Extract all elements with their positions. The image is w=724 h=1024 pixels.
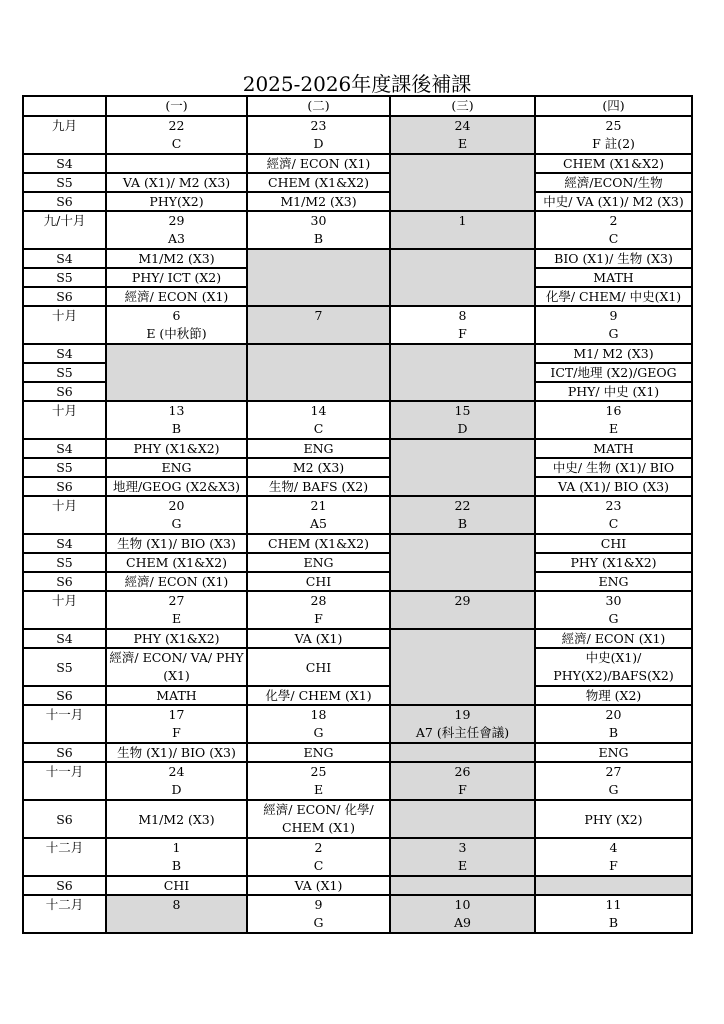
day-number: 17 <box>168 707 185 722</box>
form-row <box>23 648 692 686</box>
form-label: S4 <box>23 439 106 458</box>
cycle-day: F 註(2) <box>592 136 635 151</box>
day-number: 29 <box>168 213 185 228</box>
date-cell <box>247 705 390 743</box>
header-cell: (四) <box>535 96 692 116</box>
month-label: 十月 <box>23 306 106 344</box>
form-row <box>23 534 692 553</box>
class-cell: M1/M2 (X3) <box>106 249 247 268</box>
date-cell <box>247 895 390 933</box>
blank-cell <box>390 629 535 705</box>
cycle-day: C <box>608 516 619 531</box>
day-number: 21 <box>310 498 327 513</box>
class-cell: 經濟/ ECON (X1) <box>106 287 247 306</box>
date-cell <box>247 838 390 876</box>
day-number: 24 <box>454 118 471 133</box>
date-cell <box>247 762 390 800</box>
date-cell <box>106 591 247 629</box>
cycle-day: B <box>608 915 619 930</box>
form-row <box>23 154 692 173</box>
day-number: 18 <box>310 707 327 722</box>
day-number: 9 <box>609 308 618 323</box>
header-cell <box>23 96 106 116</box>
class-cell: CHEM (X1&X2) <box>247 534 390 553</box>
day-number: 8 <box>458 308 467 323</box>
cycle-day: G <box>608 611 619 626</box>
blank-cell <box>247 344 390 401</box>
day-number: 28 <box>310 593 327 608</box>
date-cell <box>106 401 247 439</box>
form-row <box>23 458 692 477</box>
class-cell: PHY(X2) <box>106 192 247 211</box>
blank-cell <box>390 534 535 591</box>
cycle-day: B <box>171 858 182 873</box>
day-number: 26 <box>454 764 471 779</box>
blank-cell <box>106 344 247 401</box>
class-cell: VA (X1) <box>247 876 390 895</box>
day-number: 22 <box>168 118 185 133</box>
date-cell <box>390 591 535 629</box>
cycle-day: E <box>171 611 182 626</box>
date-row <box>23 762 692 800</box>
date-row <box>23 705 692 743</box>
form-label: S6 <box>23 876 106 895</box>
date-cell <box>535 306 692 344</box>
cycle-day: F <box>609 858 618 873</box>
day-number: 27 <box>605 764 622 779</box>
header-cell: (一) <box>106 96 247 116</box>
day-number: 22 <box>454 498 471 513</box>
class-cell: ENG <box>247 553 390 572</box>
form-row <box>23 173 692 192</box>
date-cell <box>390 211 535 249</box>
cycle-day: C <box>171 136 182 151</box>
day-number: 20 <box>605 707 622 722</box>
class-cell: M1/M2 (X3) <box>247 192 390 211</box>
form-label: S6 <box>23 192 106 211</box>
class-cell: CHEM (X1&X2) <box>247 173 390 192</box>
class-cell: M1/M2 (X3) <box>106 800 247 838</box>
form-label: S6 <box>23 382 106 401</box>
class-cell: VA (X1) <box>247 629 390 648</box>
date-cell <box>106 705 247 743</box>
date-cell <box>106 838 247 876</box>
day-number: 2 <box>314 840 323 855</box>
day-number: 14 <box>310 403 327 418</box>
date-cell <box>247 116 390 154</box>
cycle-day: G <box>608 326 619 341</box>
date-cell <box>390 762 535 800</box>
cycle-day: G <box>313 915 324 930</box>
day-number: 15 <box>454 403 471 418</box>
form-row <box>23 249 692 268</box>
form-row <box>23 553 692 572</box>
day-number: 11 <box>605 897 622 912</box>
class-cell: CHEM (X1&X2) <box>106 553 247 572</box>
form-label: S6 <box>23 572 106 591</box>
date-cell <box>390 401 535 439</box>
class-cell: PHY (X1&X2) <box>106 439 247 458</box>
day-number: 10 <box>454 897 471 912</box>
date-cell <box>247 591 390 629</box>
date-cell <box>106 762 247 800</box>
form-label: S6 <box>23 800 106 838</box>
date-cell <box>247 401 390 439</box>
form-row <box>23 344 692 363</box>
class-cell: ENG <box>535 743 692 762</box>
form-label: S4 <box>23 154 106 173</box>
cycle-day: B <box>608 725 619 740</box>
cycle-day: A9 <box>454 915 471 930</box>
form-row <box>23 629 692 648</box>
month-label: 十一月 <box>23 705 106 743</box>
cycle-day: G <box>313 725 324 740</box>
day-number: 8 <box>172 897 181 912</box>
month-label: 十月 <box>23 591 106 629</box>
month-label: 九月 <box>23 116 106 154</box>
date-cell <box>390 838 535 876</box>
class-cell: 經濟/ ECON/ 化學/ CHEM (X1) <box>247 800 390 838</box>
class-cell: CHI <box>535 534 692 553</box>
date-cell <box>390 306 535 344</box>
date-cell <box>247 306 390 344</box>
day-number: 2 <box>609 213 618 228</box>
date-row <box>23 496 692 534</box>
class-cell: 經濟/ECON/生物 <box>535 173 692 192</box>
class-cell: 經濟/ ECON (X1) <box>106 572 247 591</box>
day-number: 1 <box>458 213 467 228</box>
class-cell: VA (X1)/ M2 (X3) <box>106 173 247 192</box>
class-cell: 中史/ 生物 (X1)/ BIO <box>535 458 692 477</box>
cycle-day <box>391 230 534 248</box>
month-label: 十二月 <box>23 895 106 933</box>
day-number: 23 <box>605 498 622 513</box>
date-row <box>23 838 692 876</box>
form-row <box>23 800 692 838</box>
blank-cell <box>390 876 535 895</box>
class-cell: MATH <box>535 268 692 287</box>
cycle-day: C <box>313 421 324 436</box>
class-cell: VA (X1)/ BIO (X3) <box>535 477 692 496</box>
cycle-day <box>248 325 389 343</box>
form-row <box>23 439 692 458</box>
date-cell <box>535 211 692 249</box>
class-cell: ENG <box>247 743 390 762</box>
class-cell: CHI <box>247 648 390 686</box>
month-label: 九/十月 <box>23 211 106 249</box>
cycle-day: F <box>314 611 323 626</box>
class-cell: M2 (X3) <box>247 458 390 477</box>
date-cell <box>535 496 692 534</box>
day-number: 9 <box>314 897 323 912</box>
day-number: 6 <box>172 308 181 323</box>
cycle-day: E (中秋節) <box>146 326 207 341</box>
cycle-day: F <box>172 725 181 740</box>
day-number: 30 <box>605 593 622 608</box>
date-cell <box>535 762 692 800</box>
month-label: 十月 <box>23 496 106 534</box>
date-row <box>23 116 692 154</box>
schedule-table <box>22 95 693 934</box>
date-row <box>23 306 692 344</box>
day-number: 23 <box>310 118 327 133</box>
class-cell: MATH <box>535 439 692 458</box>
date-cell <box>535 838 692 876</box>
cycle-day: F <box>458 782 467 797</box>
form-row <box>23 477 692 496</box>
date-cell <box>535 591 692 629</box>
form-label: S6 <box>23 477 106 496</box>
form-label: S5 <box>23 268 106 287</box>
class-cell: PHY (X2) <box>535 800 692 838</box>
day-number: 29 <box>454 593 471 608</box>
class-cell: BIO (X1)/ 生物 (X3) <box>535 249 692 268</box>
class-cell: 生物 (X1)/ BIO (X3) <box>106 534 247 553</box>
cycle-day: B <box>171 421 182 436</box>
cycle-day: D <box>171 782 182 797</box>
blank-cell <box>390 154 535 211</box>
class-cell: MATH <box>106 686 247 705</box>
cycle-day: E <box>457 136 468 151</box>
class-cell: 化學/ CHEM/ 中史(X1) <box>535 287 692 306</box>
class-cell: 生物 (X1)/ BIO (X3) <box>106 743 247 762</box>
form-label: S4 <box>23 344 106 363</box>
date-cell <box>535 401 692 439</box>
day-number: 4 <box>609 840 618 855</box>
month-label: 十二月 <box>23 838 106 876</box>
form-label: S5 <box>23 173 106 192</box>
date-cell <box>390 705 535 743</box>
date-cell <box>390 895 535 933</box>
day-number: 20 <box>168 498 185 513</box>
cycle-day: G <box>608 782 619 797</box>
form-label: S5 <box>23 553 106 572</box>
cycle-day: A3 <box>168 231 185 246</box>
form-label: S6 <box>23 287 106 306</box>
cycle-day <box>391 610 534 628</box>
form-label: S6 <box>23 743 106 762</box>
date-cell <box>535 705 692 743</box>
date-cell <box>535 116 692 154</box>
form-row <box>23 686 692 705</box>
cycle-day: G <box>171 516 182 531</box>
month-label: 十月 <box>23 401 106 439</box>
date-row <box>23 211 692 249</box>
cycle-day: D <box>313 136 324 151</box>
class-cell: CHI <box>247 572 390 591</box>
day-number: 3 <box>458 840 467 855</box>
date-cell <box>535 895 692 933</box>
form-row <box>23 192 692 211</box>
cycle-day: C <box>313 858 324 873</box>
class-cell: ICT/地理 (X2)/GEOG <box>535 363 692 382</box>
day-number: 25 <box>605 118 622 133</box>
class-cell: PHY (X1&X2) <box>535 553 692 572</box>
class-cell: 化學/ CHEM (X1) <box>247 686 390 705</box>
blank-cell <box>390 743 535 762</box>
class-cell: 經濟/ ECON (X1) <box>535 629 692 648</box>
class-cell <box>106 154 247 173</box>
date-cell <box>106 116 247 154</box>
class-cell: CHI <box>106 876 247 895</box>
day-number: 1 <box>172 840 181 855</box>
cycle-day: E <box>457 858 468 873</box>
date-cell <box>106 211 247 249</box>
form-row <box>23 876 692 895</box>
header-cell: (三) <box>390 96 535 116</box>
class-cell: CHEM (X1&X2) <box>535 154 692 173</box>
day-number: 25 <box>310 764 327 779</box>
header-cell: (二) <box>247 96 390 116</box>
page-title: 2025-2026年度課後補課 <box>242 72 472 96</box>
date-cell <box>390 496 535 534</box>
day-number: 30 <box>310 213 327 228</box>
date-cell <box>247 211 390 249</box>
day-number: 24 <box>168 764 185 779</box>
date-cell <box>106 496 247 534</box>
class-cell: 中史/ VA (X1)/ M2 (X3) <box>535 192 692 211</box>
class-cell: M1/ M2 (X3) <box>535 344 692 363</box>
blank-cell <box>247 249 390 306</box>
cycle-day: B <box>457 516 468 531</box>
date-row <box>23 895 692 933</box>
cycle-day: C <box>608 231 619 246</box>
date-row <box>23 591 692 629</box>
form-label: S6 <box>23 686 106 705</box>
blank-cell <box>390 344 535 401</box>
cycle-day: B <box>313 231 324 246</box>
day-number: 13 <box>168 403 185 418</box>
cycle-day: E <box>313 782 324 797</box>
cycle-day <box>107 914 246 932</box>
form-row <box>23 743 692 762</box>
day-number: 16 <box>605 403 622 418</box>
form-label: S5 <box>23 363 106 382</box>
class-cell: 物理 (X2) <box>535 686 692 705</box>
header-row <box>23 96 692 116</box>
date-cell <box>390 116 535 154</box>
class-cell: 經濟/ ECON (X1) <box>247 154 390 173</box>
blank-cell <box>535 876 692 895</box>
date-cell <box>106 895 247 933</box>
class-cell: PHY/ ICT (X2) <box>106 268 247 287</box>
form-label: S4 <box>23 534 106 553</box>
blank-cell <box>390 439 535 496</box>
class-cell: ENG <box>535 572 692 591</box>
form-label: S5 <box>23 648 106 686</box>
month-label: 十一月 <box>23 762 106 800</box>
cycle-day: E <box>608 421 619 436</box>
class-cell: 生物/ BAFS (X2) <box>247 477 390 496</box>
day-number: 7 <box>314 308 323 323</box>
form-label: S4 <box>23 249 106 268</box>
blank-cell <box>390 800 535 838</box>
class-cell: PHY/ 中史 (X1) <box>535 382 692 401</box>
cycle-day: D <box>457 421 468 436</box>
day-number: 19 <box>454 707 471 722</box>
form-label: S4 <box>23 629 106 648</box>
day-number: 27 <box>168 593 185 608</box>
cycle-day: A7 (科主任會議) <box>415 725 510 740</box>
class-cell: 地理/GEOG (X2&X3) <box>106 477 247 496</box>
class-cell: 經濟/ ECON/ VA/ PHY (X1) <box>106 648 247 686</box>
form-row <box>23 572 692 591</box>
class-cell: 中史(X1)/ PHY(X2)/BAFS(X2) <box>535 648 692 686</box>
cycle-day: A5 <box>310 516 327 531</box>
form-label: S5 <box>23 458 106 477</box>
date-cell <box>247 496 390 534</box>
class-cell: ENG <box>247 439 390 458</box>
blank-cell <box>390 249 535 306</box>
date-row <box>23 401 692 439</box>
class-cell: PHY (X1&X2) <box>106 629 247 648</box>
cycle-day: F <box>458 326 467 341</box>
class-cell: ENG <box>106 458 247 477</box>
date-cell <box>106 306 247 344</box>
